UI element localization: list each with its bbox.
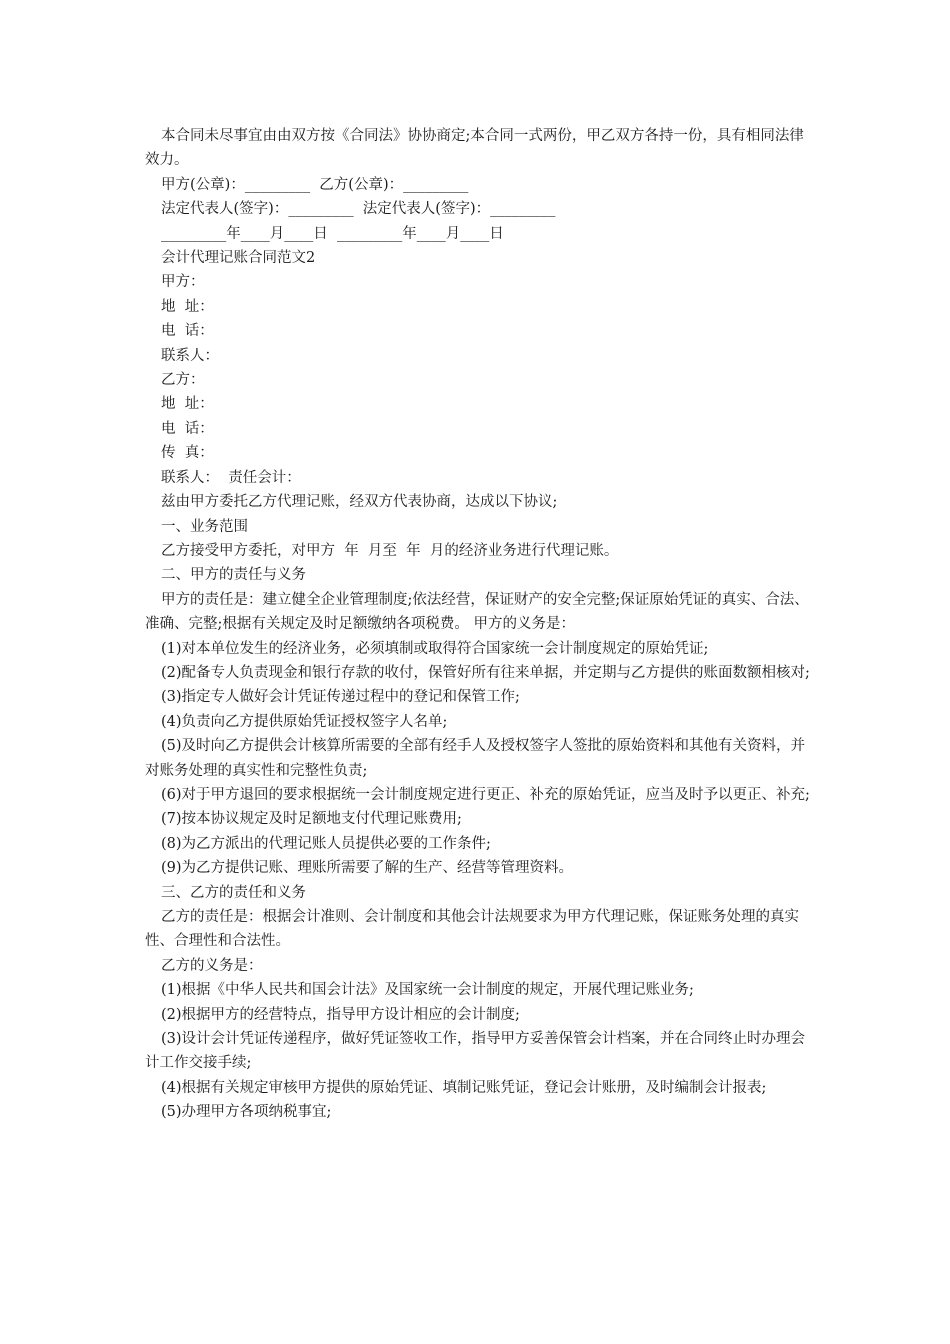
party-a-duty-6: (6)对于甲方退回的要求根据统一会计制度规定进行更正、补充的原始凭证，应当及时予以更正、补充; (161, 786, 810, 803)
party-b-label: 乙方： (161, 372, 205, 389)
party-b-address: 地 址： (161, 396, 214, 413)
party-a-phone: 电 话： (161, 323, 214, 340)
party-b-responsibility: 乙方的责任是：根据会计准则、会计制度和其他会计法规要求为甲方代理记账，保证账务处理的真实性、合理性和合法性。 (145, 909, 799, 950)
closing-clause: 本合同未尽事宜由由双方按《合同法》协协商定;本合同一式两份，甲乙双方各持一份，具有相同法律效力。 (145, 128, 804, 169)
party-b-phone: 电 话： (161, 420, 214, 437)
party-a-contact: 联系人： (161, 347, 219, 364)
party-a-label: 甲方： (161, 274, 205, 291)
party-b-duty-2: (2)根据甲方的经营特点，指导甲方设计相应的会计制度; (161, 1006, 520, 1023)
document-body (145, 124, 810, 1125)
section-heading-2: 二、甲方的责任与义务 (161, 567, 306, 584)
party-a-duty-1: (1)对本单位发生的经济业务，必须填制或取得符合国家统一会计制度规定的原始凭证; (161, 640, 709, 657)
agreement-intro: 兹由甲方委托乙方代理记账，经双方代表协商，达成以下协议; (161, 494, 558, 511)
seal-line: 甲方(公章)：_________ 乙方(公章)：_________ (161, 176, 469, 193)
party-a-responsibility: 甲方的责任是：建立健全企业管理制度;依法经营，保证财产的安全完整;保证原始凭证的真实、合法、准确、完整;根据有关规定及时足额缴纳各项税费。 甲方的义务是： (145, 591, 809, 633)
contract-title: 会计代理记账合同范文2 (161, 250, 316, 267)
party-a-duty-9: (9)为乙方提供记账、理账所需要了解的生产、经营等管理资料。 (161, 860, 574, 877)
party-b-duty-1: (1)根据《中华人民共和国会计法》及国家统一会计制度的规定，开展代理记账业务; (161, 982, 694, 999)
party-b-duty-5: (5)办理甲方各项纳税事宜; (161, 1104, 332, 1121)
party-b-duty-3: (3)设计会计凭证传递程序，做好凭证签收工作，指导甲方妥善保管会计档案，并在合同终止时办理会计工作交接手续; (145, 1031, 806, 1072)
party-a-duty-5: (5)及时向乙方提供会计核算所需要的全部有经手人及授权签字人签批的原始资料和其他有关资料，并对账务处理的真实性和完整性负责; (145, 738, 806, 779)
section-heading-3: 三、乙方的责任和义务 (161, 884, 306, 901)
party-a-duty-3: (3)指定专人做好会计凭证传递过程中的登记和保管工作; (161, 689, 520, 706)
date-line: _________年____月____日 _________年____月____日 (161, 225, 504, 242)
party-b-contact: 联系人： 责任会计： (161, 469, 301, 486)
party-a-duty-4: (4)负责向乙方提供原始凭证授权签字人名单; (161, 713, 448, 730)
section-1-body: 乙方接受甲方委托，对甲方 年 月至 年 月的经济业务进行代理记账。 (161, 542, 619, 559)
party-a-duty-8: (8)为乙方派出的代理记账人员提供必要的工作条件; (161, 835, 491, 852)
signature-line: 法定代表人(签字)：_________ 法定代表人(签字)：_________ (161, 201, 556, 218)
party-a-address: 地 址： (161, 298, 214, 315)
party-b-duty-heading: 乙方的义务是： (161, 957, 263, 974)
party-b-duty-4: (4)根据有关规定审核甲方提供的原始凭证、填制记账凭证，登记会计账册，及时编制会计报表; (161, 1079, 767, 1096)
party-a-duty-2: (2)配备专人负责现金和银行存款的收付，保管好所有往来单据，并定期与乙方提供的账面数额相核对; (161, 664, 810, 681)
section-heading-1: 一、业务范围 (161, 518, 248, 535)
party-b-fax: 传 真： (161, 445, 214, 462)
party-a-duty-7: (7)按本协议规定及时足额地支付代理记账费用; (161, 811, 462, 828)
